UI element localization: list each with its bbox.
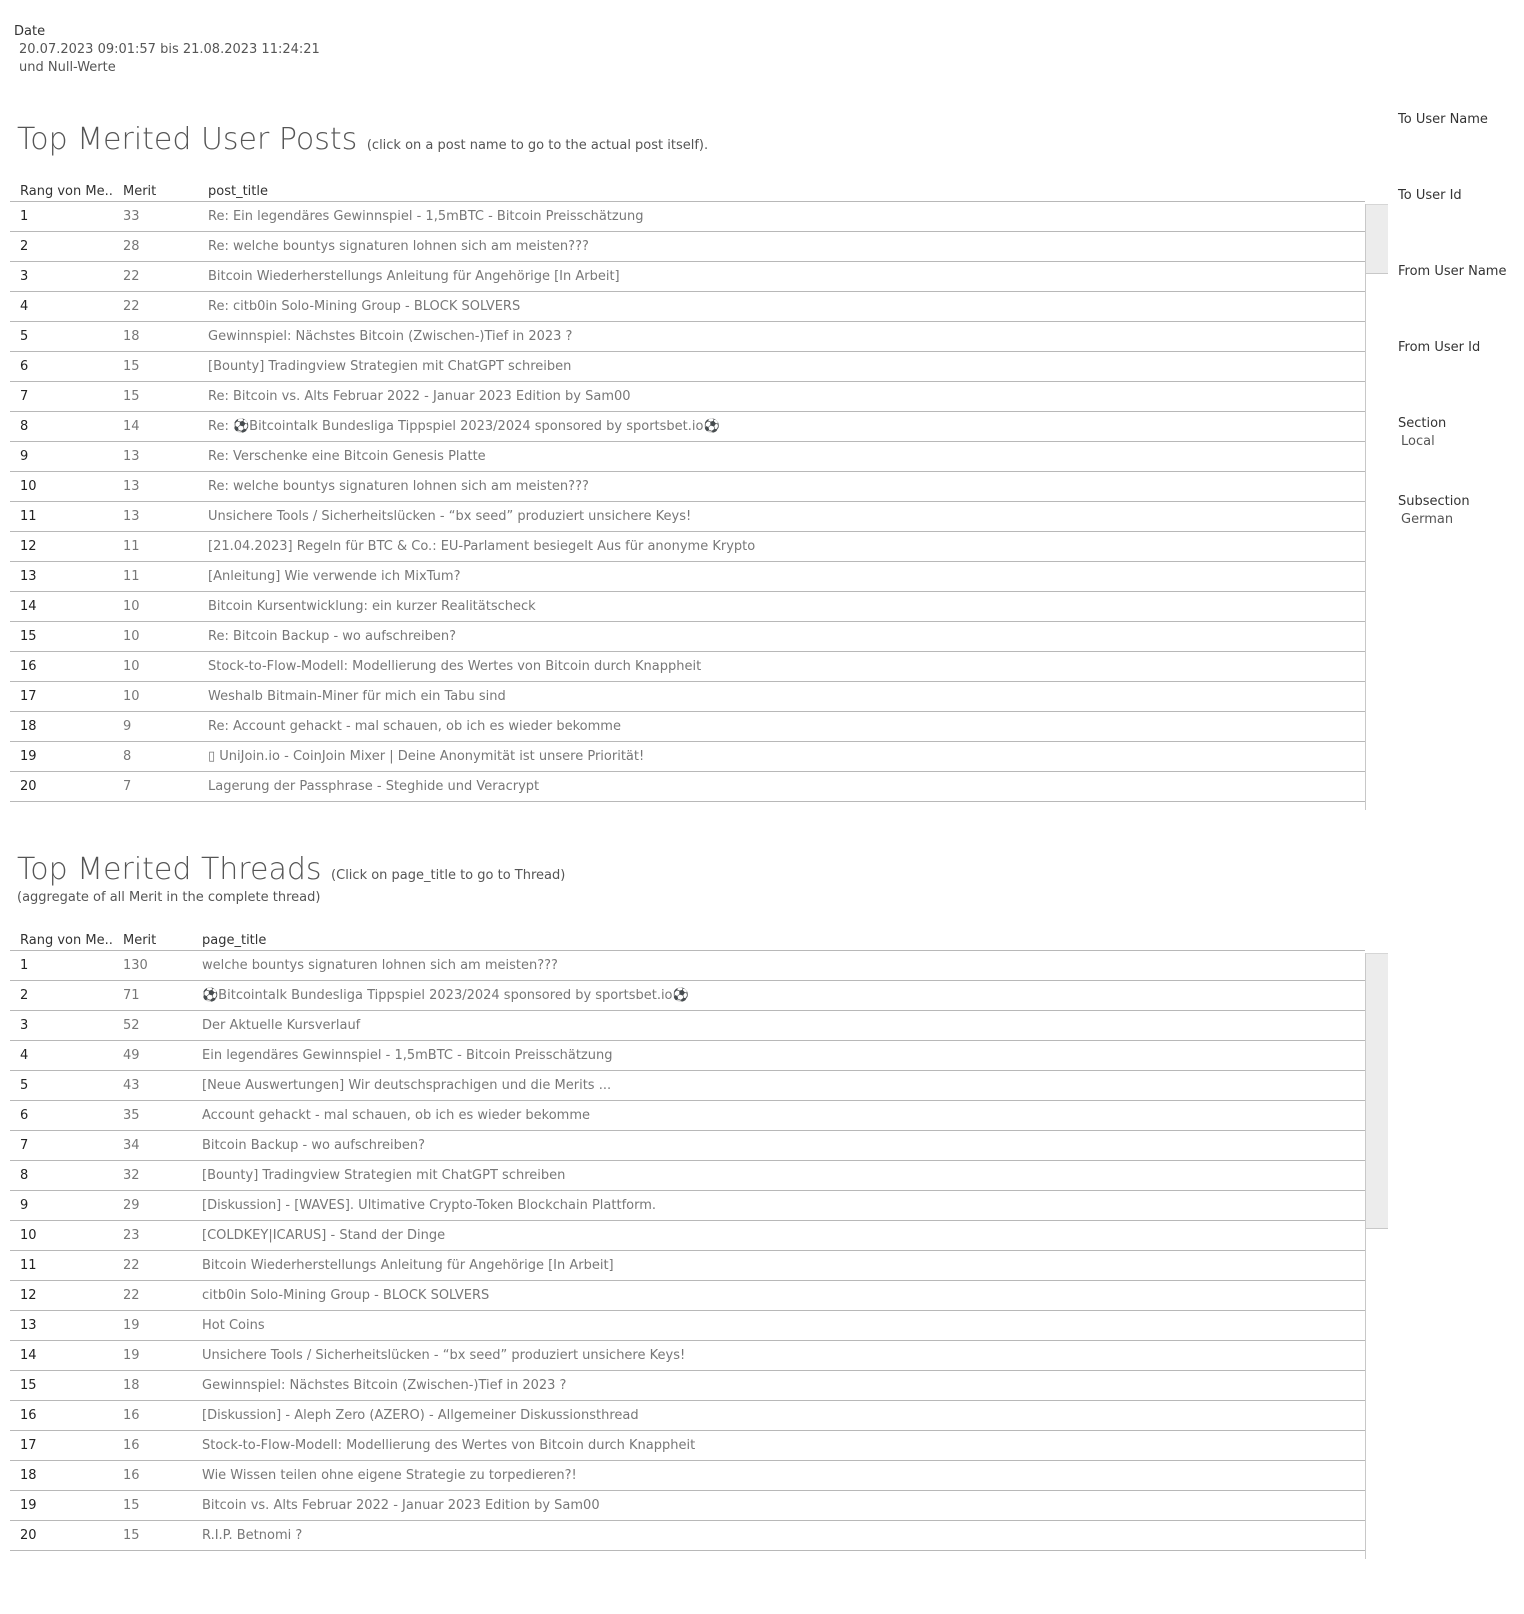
rank-cell: 9 <box>20 449 29 464</box>
rank-cell: 5 <box>20 1078 29 1093</box>
title-link[interactable]: Weshalb Bitmain-Miner für mich ein Tabu sind <box>208 689 506 704</box>
column-header-page-title[interactable]: page_title <box>202 933 267 948</box>
rank-cell: 4 <box>20 1048 29 1063</box>
date-filter-nulls: und Null-Werte <box>19 60 116 75</box>
table-row <box>10 562 1365 592</box>
table-row <box>10 742 1365 772</box>
posts-section-title <box>17 122 708 157</box>
posts-table-body <box>10 202 1365 802</box>
rank-cell: 16 <box>20 1408 37 1423</box>
threads-table <box>10 930 1365 1551</box>
column-header-rank[interactable]: Rang von Me.. <box>20 184 113 199</box>
column-header-post-title[interactable]: post_title <box>208 184 268 199</box>
merit-cell: 15 <box>123 359 140 374</box>
threads-section-title <box>17 852 565 887</box>
rank-cell: 5 <box>20 329 29 344</box>
table-row <box>10 1461 1365 1491</box>
table-row <box>10 262 1365 292</box>
column-header-merit[interactable]: Merit <box>123 933 157 948</box>
merit-cell: 43 <box>123 1078 140 1093</box>
merit-cell: 22 <box>123 1258 140 1273</box>
filter-subsection[interactable] <box>1398 494 1470 527</box>
table-row <box>10 1221 1365 1251</box>
merit-cell: 32 <box>123 1168 140 1183</box>
table-row <box>10 352 1365 382</box>
posts-table <box>10 181 1365 802</box>
merit-cell: 18 <box>123 329 140 344</box>
table-row <box>10 1401 1365 1431</box>
title-link[interactable]: Bitcoin Kursentwicklung: ein kurzer Realitätscheck <box>208 599 536 614</box>
rank-cell: 3 <box>20 269 29 284</box>
rank-cell: 11 <box>20 1258 37 1273</box>
rank-cell: 8 <box>20 1168 29 1183</box>
title-link[interactable]: Bitcoin vs. Alts Februar 2022 - Januar 2023 Edition by Sam00 <box>202 1498 600 1513</box>
title-link[interactable]: Re: Ein legendäres Gewinnspiel - 1,5mBTC - Bitcoin Preisschätzung <box>208 209 644 224</box>
merit-cell: 16 <box>123 1468 140 1483</box>
rank-cell: 12 <box>20 1288 37 1303</box>
title-link[interactable]: Hot Coins <box>202 1318 265 1333</box>
rank-cell: 15 <box>20 1378 37 1393</box>
title-link[interactable]: [Bounty] Tradingview Strategien mit ChatGPT schreiben <box>208 359 572 374</box>
table-row <box>10 1251 1365 1281</box>
table-row <box>10 772 1365 802</box>
rank-cell: 19 <box>20 1498 37 1513</box>
merit-cell: 18 <box>123 1378 140 1393</box>
table-row <box>10 951 1365 981</box>
posts-subtitle: (click on a post name to go to the actual post itself). <box>366 138 709 153</box>
filter-from-user-id[interactable] <box>1398 340 1480 355</box>
rank-cell: 13 <box>20 569 37 584</box>
table-row <box>10 412 1365 442</box>
merit-cell: 11 <box>123 539 140 554</box>
merit-cell: 28 <box>123 239 140 254</box>
title-link[interactable]: [Anleitung] Wie verwende ich MixTum? <box>208 569 461 584</box>
threads-scrollbar[interactable] <box>1365 953 1388 1559</box>
merit-cell: 9 <box>123 719 132 734</box>
rank-cell: 14 <box>20 1348 37 1363</box>
filter-label: Section <box>1398 416 1447 431</box>
merit-cell: 14 <box>123 419 140 434</box>
table-row <box>10 322 1365 352</box>
merit-cell: 22 <box>123 269 140 284</box>
table-row <box>10 1191 1365 1221</box>
title-link[interactable]: Der Aktuelle Kursverlauf <box>202 1018 361 1033</box>
table-row <box>10 1341 1365 1371</box>
table-row <box>10 712 1365 742</box>
rank-cell: 1 <box>20 209 29 224</box>
rank-cell: 18 <box>20 719 37 734</box>
merit-cell: 15 <box>123 1528 140 1543</box>
merit-cell: 35 <box>123 1108 140 1123</box>
title-link[interactable]: Re: Verschenke eine Bitcoin Genesis Platte <box>208 449 486 464</box>
table-row <box>10 682 1365 712</box>
table-row <box>10 622 1365 652</box>
table-row <box>10 1071 1365 1101</box>
rank-cell: 2 <box>20 988 29 1003</box>
merit-cell: 52 <box>123 1018 140 1033</box>
rank-cell: 11 <box>20 509 37 524</box>
merit-cell: 10 <box>123 599 140 614</box>
merit-cell: 22 <box>123 1288 140 1303</box>
column-header-merit[interactable]: Merit <box>123 184 157 199</box>
rank-cell: 9 <box>20 1198 29 1213</box>
title-link[interactable]: [Diskussion] - Aleph Zero (AZERO) - Allgemeiner Diskussionsthread <box>202 1408 639 1423</box>
table-row <box>10 1521 1365 1551</box>
posts-scrollbar[interactable] <box>1365 204 1388 810</box>
merit-cell: 10 <box>123 689 140 704</box>
filter-section[interactable] <box>1398 416 1446 449</box>
filter-label: Subsection <box>1398 494 1470 509</box>
rank-cell: 10 <box>20 1228 37 1243</box>
rank-cell: 4 <box>20 299 29 314</box>
title-link[interactable]: Unsichere Tools / Sicherheitslücken - “bx seed” produziert unsichere Keys! <box>202 1348 686 1363</box>
table-row <box>10 1311 1365 1341</box>
title-link[interactable]: Lagerung der Passphrase - Steghide und Veracrypt <box>208 779 540 794</box>
filter-label: From User Id <box>1398 340 1481 355</box>
merit-cell: 23 <box>123 1228 140 1243</box>
rank-cell: 3 <box>20 1018 29 1033</box>
filter-to-user-name[interactable] <box>1398 112 1488 127</box>
table-row <box>10 382 1365 412</box>
date-filter[interactable] <box>14 24 320 75</box>
date-filter-label: Date <box>14 24 46 39</box>
merit-cell: 29 <box>123 1198 140 1213</box>
rank-cell: 20 <box>20 779 37 794</box>
rank-cell: 8 <box>20 419 29 434</box>
title-link[interactable]: Re: welche bountys signaturen lohnen sich am meisten??? <box>208 239 589 254</box>
rank-cell: 12 <box>20 539 37 554</box>
title-link[interactable]: Gewinnspiel: Nächstes Bitcoin (Zwischen-)Tief in 2023 ? <box>202 1378 567 1393</box>
table-row <box>10 1131 1365 1161</box>
threads-table-body <box>10 951 1365 1551</box>
merit-cell: 10 <box>123 629 140 644</box>
table-row <box>10 442 1365 472</box>
title-link[interactable]: Re: Bitcoin vs. Alts Februar 2022 - Januar 2023 Edition by Sam00 <box>208 389 631 404</box>
merit-cell: 15 <box>123 389 140 404</box>
filter-label: To User Name <box>1398 112 1488 127</box>
title-link[interactable]: Stock-to-Flow-Modell: Modellierung des Wertes von Bitcoin durch Knappheit <box>208 659 702 674</box>
title-link[interactable]: [Neue Auswertungen] Wir deutschsprachigen und die Merits ... <box>202 1078 612 1093</box>
merit-cell: 19 <box>123 1348 140 1363</box>
table-row <box>10 1041 1365 1071</box>
table-row <box>10 232 1365 262</box>
title-link[interactable]: [21.04.2023] Regeln für BTC & Co.: EU-Parlament besiegelt Aus für anonyme Krypto <box>208 539 756 554</box>
title-link[interactable]: citb0in Solo-Mining Group - BLOCK SOLVERS <box>202 1288 490 1303</box>
rank-cell: 16 <box>20 659 37 674</box>
column-header-rank[interactable]: Rang von Me.. <box>20 933 113 948</box>
table-row <box>10 1101 1365 1131</box>
posts-title: Top Merited User Posts <box>17 122 358 157</box>
table-row <box>10 1431 1365 1461</box>
title-link[interactable]: Re: citb0in Solo-Mining Group - BLOCK SOLVERS <box>208 299 521 314</box>
posts-scrollbar-thumb[interactable] <box>1366 204 1388 274</box>
filter-label: To User Id <box>1398 188 1462 203</box>
title-link[interactable]: ⚽Bitcointalk Bundesliga Tippspiel 2023/2024 sponsored by sportsbet.io⚽ <box>202 988 689 1003</box>
title-link[interactable]: [Diskussion] - [WAVES]. Ultimative Crypto-Token Blockchain Plattform. <box>202 1198 657 1213</box>
rank-cell: 20 <box>20 1528 37 1543</box>
merit-cell: 16 <box>123 1438 140 1453</box>
title-link[interactable]: Bitcoin Wiederherstellungs Anleitung für Angehörige [In Arbeit] <box>202 1258 614 1273</box>
merit-cell: 11 <box>123 569 140 584</box>
rank-cell: 1 <box>20 958 29 973</box>
rank-cell: 17 <box>20 689 37 704</box>
merit-cell: 34 <box>123 1138 140 1153</box>
rank-cell: 6 <box>20 1108 29 1123</box>
title-link[interactable]: Bitcoin Backup - wo aufschreiben? <box>202 1138 426 1153</box>
merit-cell: 10 <box>123 659 140 674</box>
merit-cell: 19 <box>123 1318 140 1333</box>
rank-cell: 18 <box>20 1468 37 1483</box>
rank-cell: 13 <box>20 1318 37 1333</box>
merit-cell: 49 <box>123 1048 140 1063</box>
merit-cell: 130 <box>123 958 148 973</box>
table-row <box>10 592 1365 622</box>
threads-subtitle: (Click on page_title to go to Thread) <box>331 868 566 883</box>
title-link[interactable]: Gewinnspiel: Nächstes Bitcoin (Zwischen-)Tief in 2023 ? <box>208 329 573 344</box>
title-link[interactable]: Bitcoin Wiederherstellungs Anleitung für Angehörige [In Arbeit] <box>208 269 620 284</box>
rank-cell: 7 <box>20 389 29 404</box>
merit-cell: 13 <box>123 449 140 464</box>
merit-cell: 16 <box>123 1408 140 1423</box>
threads-title: Top Merited Threads <box>17 852 322 887</box>
title-link[interactable]: [Bounty] Tradingview Strategien mit ChatGPT schreiben <box>202 1168 566 1183</box>
title-link[interactable]: Re: Bitcoin Backup - wo aufschreiben? <box>208 629 456 644</box>
filter-value: German <box>1401 512 1454 527</box>
filter-from-user-name[interactable] <box>1398 264 1506 279</box>
date-filter-range: 20.07.2023 09:01:57 bis 21.08.2023 11:24:21 <box>19 42 320 57</box>
table-row <box>10 1491 1365 1521</box>
table-row <box>10 981 1365 1011</box>
merit-cell: 33 <box>123 209 140 224</box>
table-row <box>10 1011 1365 1041</box>
rank-cell: 10 <box>20 479 37 494</box>
rank-cell: 7 <box>20 1138 29 1153</box>
title-link[interactable]: ▯ UniJoin.io - CoinJoin Mixer | Deine Anonymität ist unsere Priorität! <box>208 749 645 764</box>
rank-cell: 19 <box>20 749 37 764</box>
table-row <box>10 532 1365 562</box>
threads-scrollbar-thumb[interactable] <box>1366 953 1388 1229</box>
title-link[interactable]: Re: Account gehackt - mal schauen, ob ich es wieder bekomme <box>208 719 621 734</box>
threads-note: (aggregate of all Merit in the complete thread) <box>17 890 321 905</box>
rank-cell: 15 <box>20 629 37 644</box>
title-link[interactable]: Unsichere Tools / Sicherheitslücken - “bx seed” produziert unsichere Keys! <box>208 509 692 524</box>
title-link[interactable]: [COLDKEY|ICARUS] - Stand der Dinge <box>202 1228 446 1243</box>
title-link[interactable]: Re: ⚽Bitcointalk Bundesliga Tippspiel 2023/2024 sponsored by sportsbet.io⚽ <box>208 419 720 434</box>
table-row <box>10 292 1365 322</box>
posts-table-header <box>10 181 1365 202</box>
merit-cell: 7 <box>123 779 132 794</box>
merit-cell: 15 <box>123 1498 140 1513</box>
rank-cell: 6 <box>20 359 29 374</box>
filter-label: From User Name <box>1398 264 1507 279</box>
table-row <box>10 472 1365 502</box>
merit-cell: 71 <box>123 988 140 1003</box>
table-row <box>10 652 1365 682</box>
table-row <box>10 202 1365 232</box>
merit-cell: 8 <box>123 749 132 764</box>
title-link[interactable]: Re: welche bountys signaturen lohnen sich am meisten??? <box>208 479 589 494</box>
table-row <box>10 1281 1365 1311</box>
title-link[interactable]: welche bountys signaturen lohnen sich am meisten??? <box>202 958 558 973</box>
threads-table-header <box>10 930 1365 951</box>
title-link[interactable]: Ein legendäres Gewinnspiel - 1,5mBTC - Bitcoin Preisschätzung <box>202 1048 613 1063</box>
merit-cell: 22 <box>123 299 140 314</box>
filter-to-user-id[interactable] <box>1398 188 1462 203</box>
filter-value: Local <box>1401 434 1435 449</box>
rank-cell: 14 <box>20 599 37 614</box>
table-row <box>10 1161 1365 1191</box>
rank-cell: 17 <box>20 1438 37 1453</box>
rank-cell: 2 <box>20 239 29 254</box>
merit-cell: 13 <box>123 479 140 494</box>
title-link[interactable]: Stock-to-Flow-Modell: Modellierung des Wertes von Bitcoin durch Knappheit <box>202 1438 696 1453</box>
merit-cell: 13 <box>123 509 140 524</box>
title-link[interactable]: R.I.P. Betnomi ? <box>202 1528 303 1543</box>
table-row <box>10 502 1365 532</box>
title-link[interactable]: Wie Wissen teilen ohne eigene Strategie zu torpedieren?! <box>202 1468 577 1483</box>
table-row <box>10 1371 1365 1401</box>
title-link[interactable]: Account gehackt - mal schauen, ob ich es wieder bekomme <box>202 1108 590 1123</box>
